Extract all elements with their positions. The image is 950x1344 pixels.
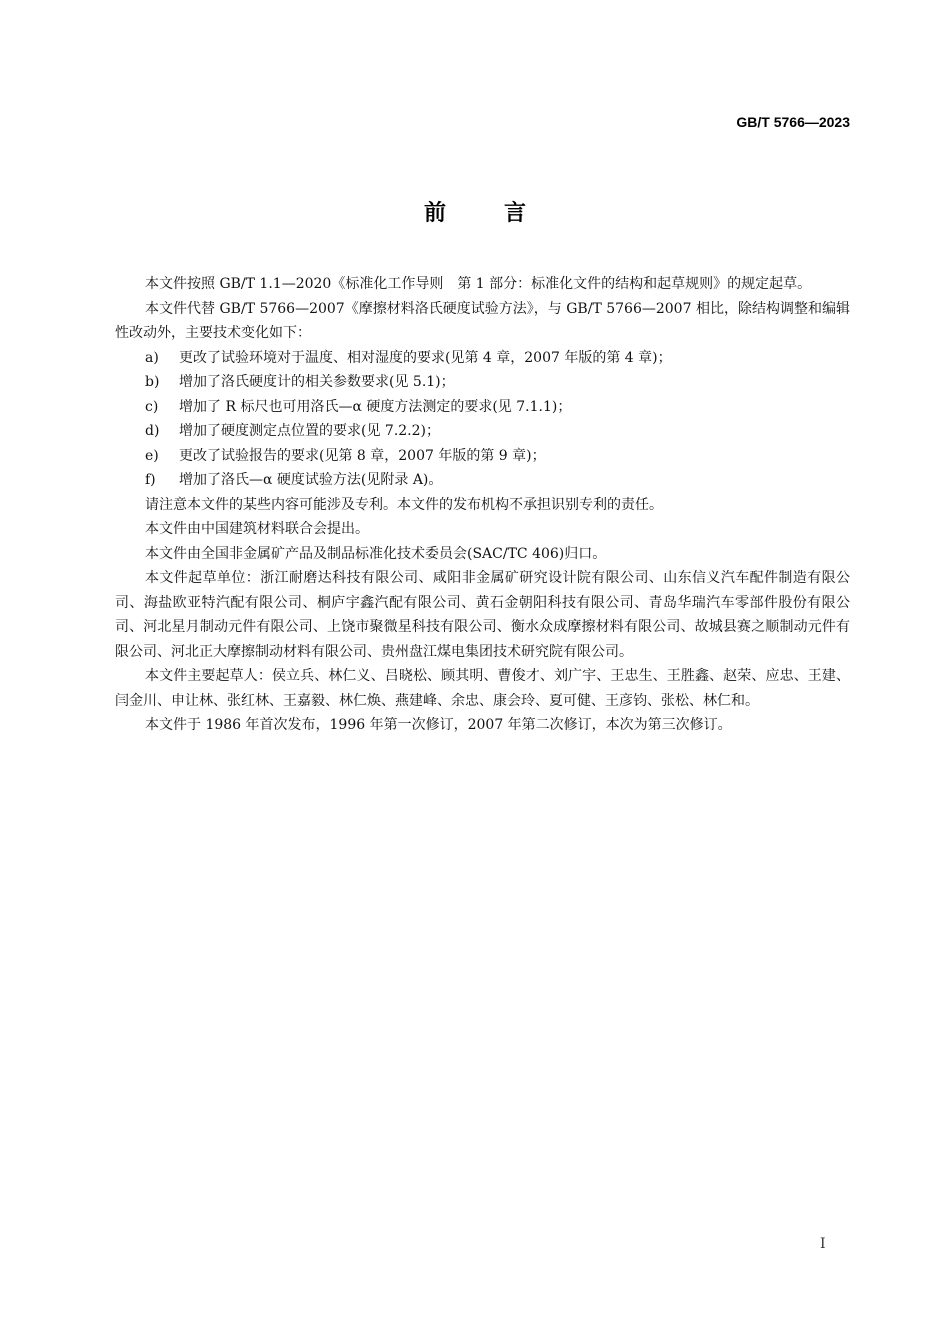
- list-item: [115, 444, 850, 469]
- paragraph-drafting-rules: 本文件按照 GB/T 1.1—2020《标准化工作导则 第 1 部分：标准化文件的结构和起草规则》的规定起草。: [145, 276, 812, 292]
- list-item: [115, 346, 850, 371]
- list-item-text: 更改了试验报告的要求(见第 8 章，2007 年版的第 9 章)；: [179, 447, 546, 464]
- list-item-tag: a): [145, 349, 159, 366]
- paragraph-replacement: 本文件代替 GB/T 5766—2007《摩擦材料洛氏硬度试验方法》，与 GB/T 5766—2007 相比，除结构调整和编辑性改动外，主要技术变化如下：: [115, 300, 850, 341]
- page-number: I: [820, 1236, 826, 1252]
- list-item-tag: c): [145, 398, 159, 415]
- list-item-text: 增加了洛氏硬度计的相关参数要求(见 5.1)；: [179, 374, 455, 390]
- paragraph-drafters: 本文件主要起草人：侯立兵、林仁义、吕晓松、顾其明、曹俊才、刘广宇、王忠生、王胜鑫、赵荣、应忠、王建、闫金川、申让林、张红林、王嘉毅、林仁焕、燕建峰、余忠、康会玲、夏可健、王彦钧、张松、林仁和。: [115, 668, 850, 709]
- list-item-tag: b): [145, 374, 160, 390]
- list-item: [115, 370, 850, 395]
- paragraph-proposer: 本文件由中国建筑材料联合会提出。: [145, 521, 369, 537]
- paragraph-drafting-units: 本文件起草单位：浙江耐磨达科技有限公司、咸阳非金属矿研究设计院有限公司、山东信义汽车配件制造有限公司、海盐欧亚特汽配有限公司、桐庐宇鑫汽配有限公司、黄石金朝阳科技有限公司、青岛华瑞汽车零部件股份有限公司、河北星月制动元件有限公司、上饶市聚微星科技有限公司、衡水众成摩擦材料有限公司、故城县赛之顺制动元件有限公司、河北正大摩擦制动材料有限公司、贵州盘江煤电集团技术研究院有限公司。: [115, 570, 850, 660]
- document-body: [115, 272, 850, 738]
- list-item: [115, 468, 850, 493]
- list-item: [115, 395, 850, 420]
- list-item-tag: e): [145, 447, 159, 464]
- page-title: 前言: [423, 201, 584, 226]
- paragraph-history: 本文件于 1986 年首次发布，1996 年第一次修订，2007 年第二次修订，本次为第三次修订。: [145, 717, 732, 733]
- changes-list: [115, 346, 850, 493]
- list-item-text: 更改了试验环境对于温度、相对湿度的要求(见第 4 章，2007 年版的第 4 章)；: [179, 349, 672, 366]
- list-item-tag: f): [145, 472, 156, 488]
- standard-code: GB/T 5766—2023: [736, 114, 850, 130]
- list-item: [115, 419, 850, 444]
- list-item-text: 增加了洛氏—α 硬度试验方法(见附录 A)。: [179, 472, 443, 488]
- list-item-text: 增加了硬度测定点位置的要求(见 7.2.2)；: [179, 423, 440, 439]
- paragraph-committee: 本文件由全国非金属矿产品及制品标准化技术委员会(SAC/TC 406)归口。: [145, 545, 607, 562]
- list-item-tag: d): [145, 423, 160, 439]
- paragraph-patent-notice: 请注意本文件的某些内容可能涉及专利。本文件的发布机构不承担识别专利的责任。: [145, 496, 663, 513]
- list-item-text: 增加了 R 标尺也可用洛氏—α 硬度方法测定的要求(见 7.1.1)；: [179, 398, 572, 415]
